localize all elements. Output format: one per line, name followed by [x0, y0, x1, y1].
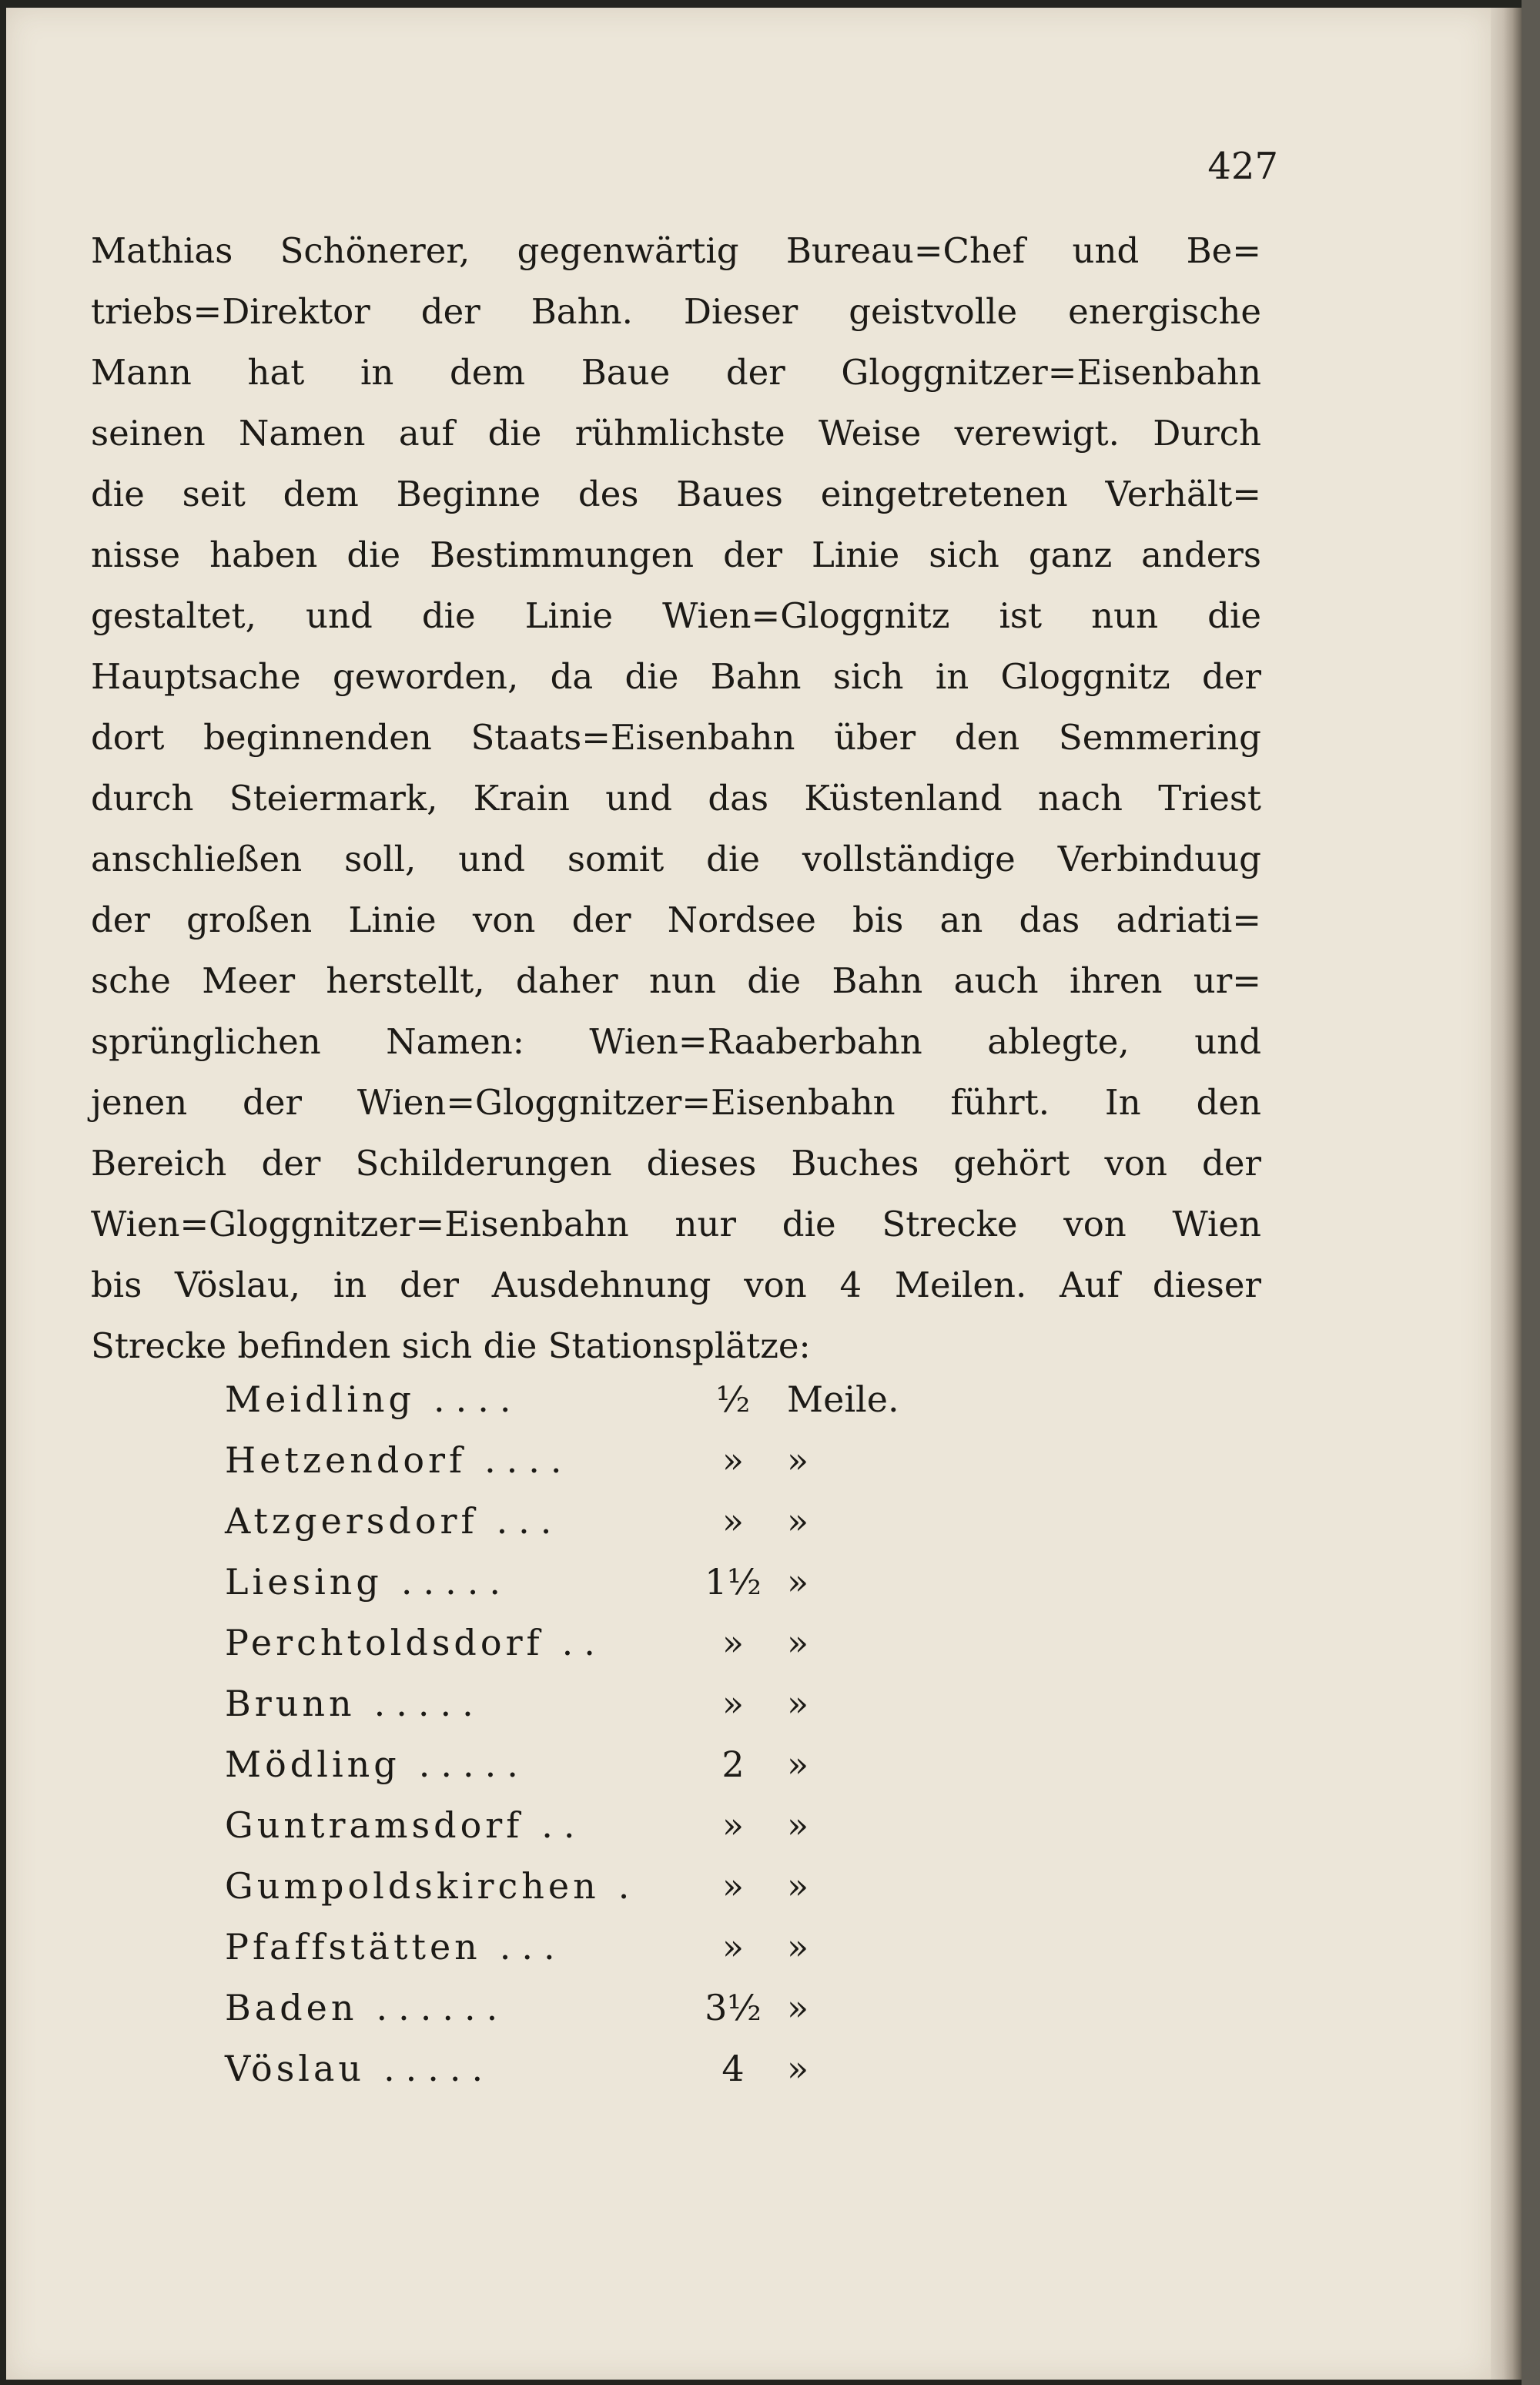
station-distance: 4	[721, 2048, 745, 2089]
station-row	[225, 2038, 995, 2099]
station-row	[225, 1613, 995, 1673]
station-distance: 2	[721, 1744, 745, 1785]
text-line: nisse haben die Bestimmungen der Linie sich ganz anders	[91, 534, 1261, 575]
text-line: Mathias Schönerer, gegenwärtig Bureau=Chef und Be=	[91, 230, 1261, 271]
text-line: Bereich der Schilderungen dieses Buches gehört von der	[91, 1143, 1261, 1184]
station-name: Perchtoldsdorf	[225, 1622, 544, 1663]
station-unit: »	[787, 1622, 809, 1663]
station-unit: »	[787, 1865, 809, 1907]
text-line: anschließen soll, und somit die vollständige Verbinduug	[91, 839, 1261, 879]
station-distance: 1½	[705, 1561, 762, 1603]
station-unit: »	[787, 1744, 809, 1785]
text-line: der großen Linie von der Nordsee bis an das adriati=	[91, 899, 1261, 940]
page-edge	[1491, 8, 1522, 2380]
text-line: durch Steiermark, Krain und das Küstenland nach Triest	[91, 778, 1261, 819]
station-leader-dots: ...	[496, 1500, 563, 1542]
station-unit: »	[787, 1804, 809, 1846]
station-row	[225, 1734, 995, 1795]
station-distance: 3½	[705, 1987, 762, 2028]
text-line: bis Vöslau, in der Ausdehnung von 4 Meilen. Auf dieser	[91, 1265, 1261, 1305]
station-unit: »	[787, 1561, 809, 1603]
text-line: Wien=Gloggnitzer=Eisenbahn nur die Strecke von Wien	[91, 1204, 1261, 1244]
station-name: Atzgersdorf	[225, 1500, 478, 1542]
station-name: Mödling	[225, 1744, 400, 1785]
text-line: die seit dem Beginne des Baues eingetretenen Verhält=	[91, 474, 1261, 514]
station-leader-dots: ....	[433, 1378, 522, 1420]
station-unit: »	[787, 2048, 809, 2089]
station-leader-dots: .....	[383, 2048, 494, 2089]
station-leader-dots: .....	[418, 1744, 529, 1785]
station-list	[225, 1369, 995, 2099]
station-leader-dots: .....	[373, 1683, 484, 1724]
station-name: Vöslau	[225, 2048, 366, 2089]
station-name: Guntramsdorf	[225, 1804, 524, 1846]
station-row	[225, 1552, 995, 1613]
station-row	[225, 1856, 995, 1917]
page-number: 427	[1207, 145, 1278, 188]
text-line: sprünglichen Namen: Wien=Raaberbahn ablegte, und	[91, 1021, 1261, 1062]
station-leader-dots: ....	[484, 1439, 573, 1481]
station-leader-dots: ..	[541, 1804, 586, 1846]
station-leader-dots: .	[618, 1865, 641, 1907]
station-distance: »	[721, 1926, 745, 1968]
station-distance: »	[721, 1683, 745, 1724]
station-name: Baden	[225, 1987, 358, 2028]
text-line: Hauptsache geworden, da die Bahn sich in Gloggnitz der	[91, 656, 1261, 697]
station-name: Liesing	[225, 1561, 383, 1603]
station-distance: »	[721, 1622, 745, 1663]
text-line: sche Meer herstellt, daher nun die Bahn auch ihren ur=	[91, 960, 1261, 1001]
station-row	[225, 1917, 995, 1978]
station-leader-dots: ..	[561, 1622, 606, 1663]
station-distance: »	[721, 1439, 745, 1481]
station-unit: »	[787, 1439, 809, 1481]
station-unit: »	[787, 1926, 809, 1968]
station-row	[225, 1369, 995, 1430]
station-leader-dots: .....	[400, 1561, 511, 1603]
text-line: Strecke befinden sich die Stationsplätze:	[91, 1325, 811, 1366]
station-unit: Meile.	[787, 1378, 899, 1420]
station-distance: ½	[715, 1378, 751, 1420]
station-name: Meidling	[225, 1378, 415, 1420]
station-row	[225, 1491, 995, 1552]
station-name: Brunn	[225, 1683, 356, 1724]
station-row	[225, 1430, 995, 1491]
station-leader-dots: ......	[376, 1987, 509, 2028]
cover-edge	[1522, 0, 1540, 2385]
text-line: gestaltet, und die Linie Wien=Gloggnitz ist nun die	[91, 595, 1261, 636]
body-paragraph	[91, 220, 1261, 1376]
text-line: triebs=Direktor der Bahn. Dieser geistvolle energische	[91, 291, 1261, 332]
station-distance: »	[721, 1500, 745, 1542]
station-name: Gumpoldskirchen	[225, 1865, 600, 1907]
text-line: jenen der Wien=Gloggnitzer=Eisenbahn führt. In den	[91, 1082, 1261, 1123]
station-name: Pfaffstätten	[225, 1926, 481, 1968]
station-row	[225, 1673, 995, 1734]
station-unit: »	[787, 1987, 809, 2028]
station-distance: »	[721, 1865, 745, 1907]
text-line: seinen Namen auf die rühmlichste Weise verewigt. Durch	[91, 413, 1261, 454]
station-unit: »	[787, 1683, 809, 1724]
station-name: Hetzendorf	[225, 1439, 467, 1481]
station-leader-dots: ...	[499, 1926, 566, 1968]
station-row	[225, 1795, 995, 1856]
station-row	[225, 1978, 995, 2038]
text-line: Mann hat in dem Baue der Gloggnitzer=Eisenbahn	[91, 352, 1261, 393]
station-unit: »	[787, 1500, 809, 1542]
station-distance: »	[721, 1804, 745, 1846]
text-line: dort beginnenden Staats=Eisenbahn über den Semmering	[91, 717, 1261, 758]
